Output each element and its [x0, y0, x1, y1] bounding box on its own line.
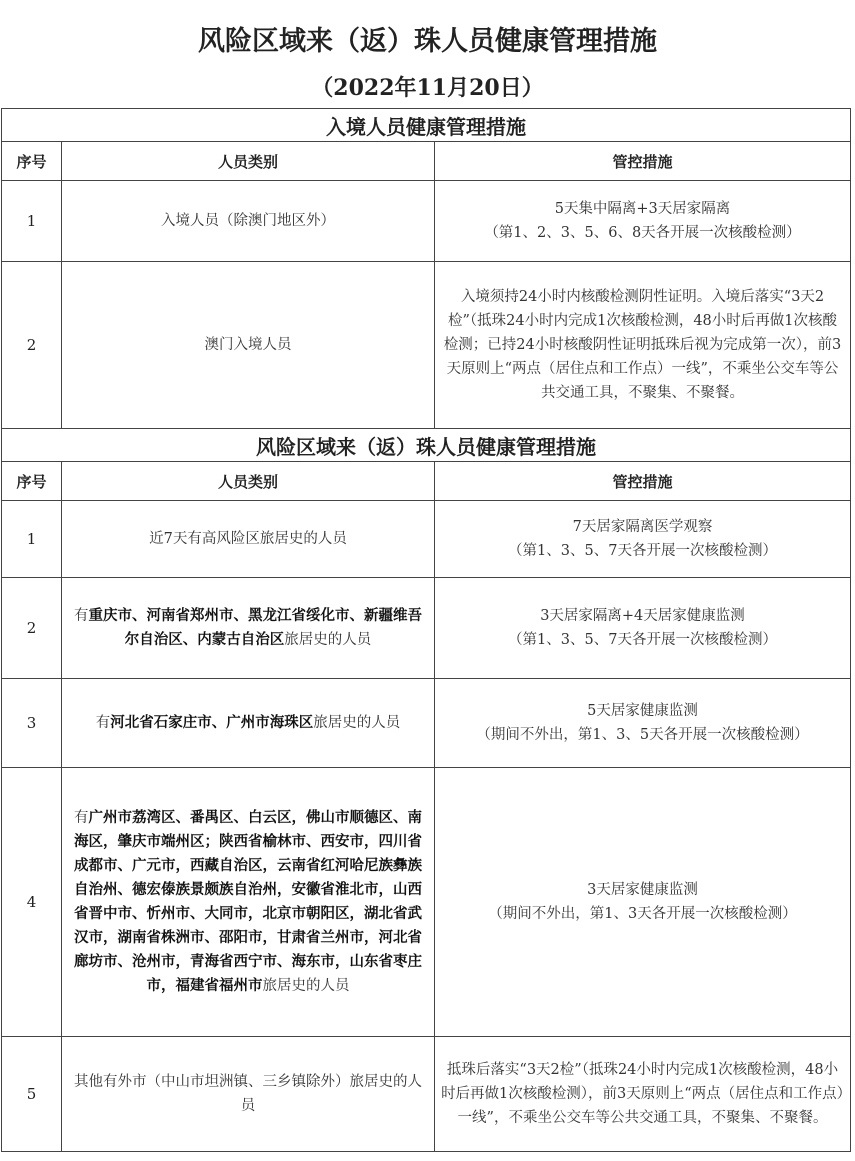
measure-line: 5天居家健康监测	[587, 703, 698, 719]
measure-line: 7天居家隔离医学观察	[572, 519, 713, 535]
document-title: 风险区域来（返）珠人员健康管理措施	[198, 26, 657, 57]
section-heading-risk-area: 风险区域来（返）珠人员健康管理措施	[2, 429, 851, 462]
measure-line: （第1、3、5、7天各开展一次核酸检测）	[508, 543, 777, 559]
measure-line: （第1、3、5、7天各开展一次核酸检测）	[508, 632, 777, 648]
category-prefix: 有	[74, 810, 89, 826]
measure-line: 5天集中隔离+3天居家隔离	[554, 201, 731, 217]
row-index: 2	[2, 262, 62, 429]
table-header-row	[2, 462, 851, 501]
header-index: 序号	[2, 142, 62, 181]
category-regions: 河北省石家庄市、广州市海珠区	[110, 714, 314, 731]
header-measures: 管控措施	[435, 142, 851, 181]
row-category: 澳门入境人员	[62, 262, 435, 429]
category-suffix: 旅居史的人员	[262, 978, 350, 994]
header-category: 人员类别	[62, 462, 435, 501]
table-row	[2, 578, 851, 679]
measure-line: 3天居家健康监测	[587, 882, 698, 898]
row-category: 入境人员（除澳门地区外）	[62, 181, 435, 262]
row-measures	[435, 262, 851, 429]
row-measures	[435, 768, 851, 1037]
row-index: 5	[2, 1037, 62, 1152]
measures-table	[1, 108, 851, 1152]
table-header-row	[2, 142, 851, 181]
row-index: 1	[2, 181, 62, 262]
category-regions: 广州市荔湾区、番禺区、白云区，佛山市顺德区、南海区，肇庆市端州区；陕西省榆林市、西安市，四川省成都市、广元市，西藏自治区，云南省红河哈尼族彝族自治州、德宏傣族景颇族自治州，安徽省淮北市，山西省晋中市、忻州市、大同市，北京市朝阳区，湖北省武汉市，湖南省株洲市、邵阳市，甘肃省兰州市，河北省廊坊市、沧州市，青海省西宁市、海东市，山东省枣庄市，福建省福州市	[74, 809, 422, 994]
row-category	[62, 578, 435, 679]
header-index: 序号	[2, 462, 62, 501]
document-date: （2022年11月20日）	[311, 75, 544, 101]
category-prefix: 有	[74, 608, 89, 624]
row-measures	[435, 1037, 851, 1152]
row-measures	[435, 679, 851, 768]
measure-line: （期间不外出，第1、3天各开展一次核酸检测）	[488, 906, 797, 922]
table-row	[2, 262, 851, 429]
section-heading-entry: 入境人员健康管理措施	[2, 109, 851, 142]
row-index: 1	[2, 501, 62, 578]
row-category	[62, 768, 435, 1037]
row-category: 近7天有高风险区旅居史的人员	[62, 501, 435, 578]
measure-line: （第1、2、3、5、6、8天各开展一次核酸检测）	[484, 225, 801, 241]
table-row	[2, 181, 851, 262]
row-category	[62, 679, 435, 768]
row-index: 3	[2, 679, 62, 768]
row-category: 其他有外市（中山市坦洲镇、三乡镇除外）旅居史的人员	[62, 1037, 435, 1152]
measure-line: 抵珠后落实“3天2检”（抵珠24小时内完成1次核酸检测，48小时后再做1次核酸检测），前3天原则上“两点（居住点和工作点）一线”，不乘坐公交车等公共交通工具，不聚集、不聚餐。	[441, 1062, 844, 1126]
measure-line: 3天居家隔离+4天居家健康监测	[540, 608, 745, 624]
table-row	[2, 768, 851, 1037]
table-row	[2, 679, 851, 768]
row-measures	[435, 501, 851, 578]
category-prefix: 有	[95, 715, 111, 731]
row-measures	[435, 578, 851, 679]
category-regions: 重庆市、河南省郑州市、黑龙江省绥化市、新疆维吾尔自治区、内蒙古自治区	[88, 607, 422, 648]
table-row	[2, 501, 851, 578]
row-measures	[435, 181, 851, 262]
header-category: 人员类别	[62, 142, 435, 181]
category-suffix: 旅居史的人员	[284, 632, 372, 648]
measure-line: 入境须持24小时内核酸检测阴性证明。入境后落实“3天2检”（抵珠24小时内完成1次核酸检测，48小时后再做1次核酸检测；已持24小时核酸阴性证明抵珠后视为完成第一次），前3天原则上“两点（居住点和工作点）一线”，不乘坐公交车等公共交通工具，不聚集、不聚餐。	[443, 289, 842, 401]
header-measures: 管控措施	[435, 462, 851, 501]
table-row	[2, 1037, 851, 1152]
category-suffix: 旅居史的人员	[313, 715, 401, 731]
measure-line: （期间不外出，第1、3、5天各开展一次核酸检测）	[476, 727, 809, 743]
row-index: 4	[2, 768, 62, 1037]
row-index: 2	[2, 578, 62, 679]
